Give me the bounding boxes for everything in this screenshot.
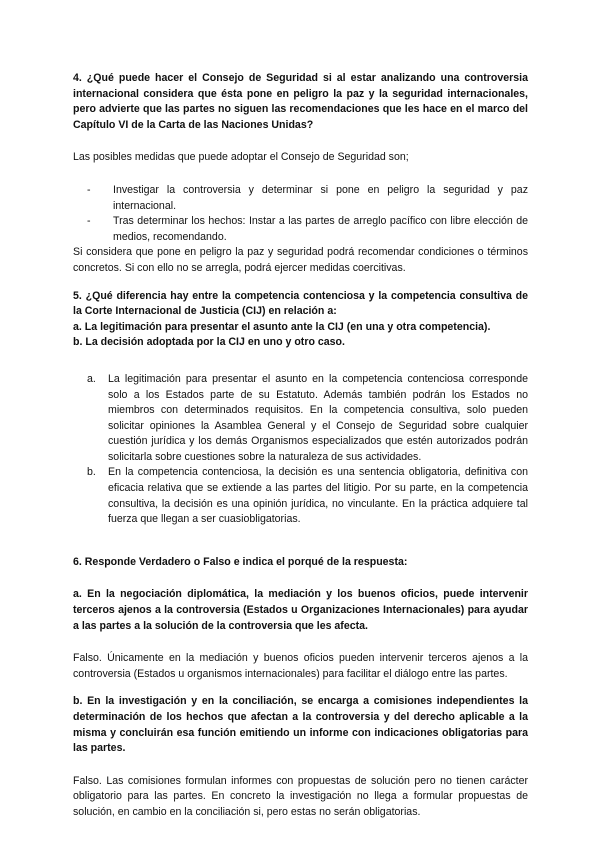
bullet-text: Investigar la controversia y determinar si pone en peligro la seguridad y paz internacional. bbox=[113, 183, 528, 212]
answer-marker: b. bbox=[87, 466, 96, 479]
question-4-bullet-list bbox=[73, 183, 528, 245]
question-4-title: 4. ¿Qué puede hacer el Consejo de Seguridad si al estar analizando una controversia internacional considera que ésta pone en peligro la paz y la seguridad internacionales, pero advierte que las partes no siguen las recomendaciones que les hace en el marco del Capítulo VI de la Carta de las Naciones Unidas? bbox=[73, 72, 528, 131]
answer-text: La legitimación para presentar el asunto en la competencia contenciosa corresponde solo a los Estados parte de su Estatuto. Además también podrán los Estados no miembros con determinados requisitos. En la competencia consultiva, solo pueden solicitar opiniones la Asamblea General y el Consejo de Seguridad sobre cualquier cuestión jurídica y los demás Organismos especializados que estén autorizados podrán solicitarla sobre cuestiones sobre la naturaleza de sus actividades. bbox=[108, 372, 528, 463]
question-4-closing: Si considera que pone en peligro la paz y seguridad podrá recomendar condiciones o términos concretos. Si con ello no se arregla, podrá ejercer medidas coercitivas. bbox=[73, 246, 528, 274]
answer-item bbox=[73, 372, 528, 466]
question-5-title: 5. ¿Qué diferencia hay entre la competencia contenciosa y la competencia consultiva de la Corte Internacional de Justicia (CIJ) en relación a: bbox=[73, 289, 528, 318]
question-5-answer-list bbox=[73, 372, 528, 528]
question-5-sub-b: b. La decisión adoptada por la CIJ en uno y otro caso. bbox=[73, 336, 345, 349]
question-6b-answer: Falso. Las comisiones formulan informes con propuestas de solución pero no tienen carácter obligatorio para las partes. En concreto la investigación no llega a formular propuestas de solución, en cambio en la conciliación si, pero estas no serán obligatorias. bbox=[73, 774, 528, 818]
bullet-item bbox=[73, 183, 528, 214]
answer-text: En la competencia contenciosa, la decisión es una sentencia obligatoria, definitiva con eficacia relativa que se extiende a las partes del litigio. Por su parte, en la competencia consultiva, la decisión es una opinión jurídica, no vinculante. En la práctica adquiere tal fuerza que llegan a ser cuasiobligatorias. bbox=[108, 466, 528, 526]
question-6-title: 6. Responde Verdadero o Falso e indica el porqué de la respuesta: bbox=[73, 555, 408, 568]
question-5-sub-a: a. La legitimación para presentar el asunto ante la CIJ (en una y otra competencia). bbox=[73, 320, 491, 333]
question-6a-statement: a. En la negociación diplomática, la mediación y los buenos oficios, puede intervenir terceros ajenos a la controversia (Estados u Organizaciones Internacionales) para ayudar a las partes a la solución de la controversia que les afecta. bbox=[73, 588, 528, 632]
bullet-marker: - bbox=[87, 183, 91, 196]
bullet-text: Tras determinar los hechos: Instar a las partes de arreglo pacífico con libre elección de medios, recomendando. bbox=[113, 215, 528, 243]
question-6b-statement: b. En la investigación y en la conciliación, se encarga a comisiones independientes la determinación de los hechos que afectan a la controversia y del derecho aplicable a la misma y concluirán esa función emitiendo un informe con indicaciones obligatorias para las partes. bbox=[73, 695, 528, 755]
answer-item bbox=[73, 465, 528, 527]
answer-marker: a. bbox=[87, 372, 96, 385]
bullet-item bbox=[73, 214, 528, 245]
bullet-marker: - bbox=[87, 215, 91, 228]
question-4-intro: Las posibles medidas que puede adoptar el Consejo de Seguridad son; bbox=[73, 151, 409, 164]
question-6a-answer: Falso. Únicamente en la mediación y buenos oficios pueden intervenir terceros ajenos a la controversia (Estados u organismos internacionales) para facilitar el diálogo entre las partes. bbox=[73, 652, 528, 680]
